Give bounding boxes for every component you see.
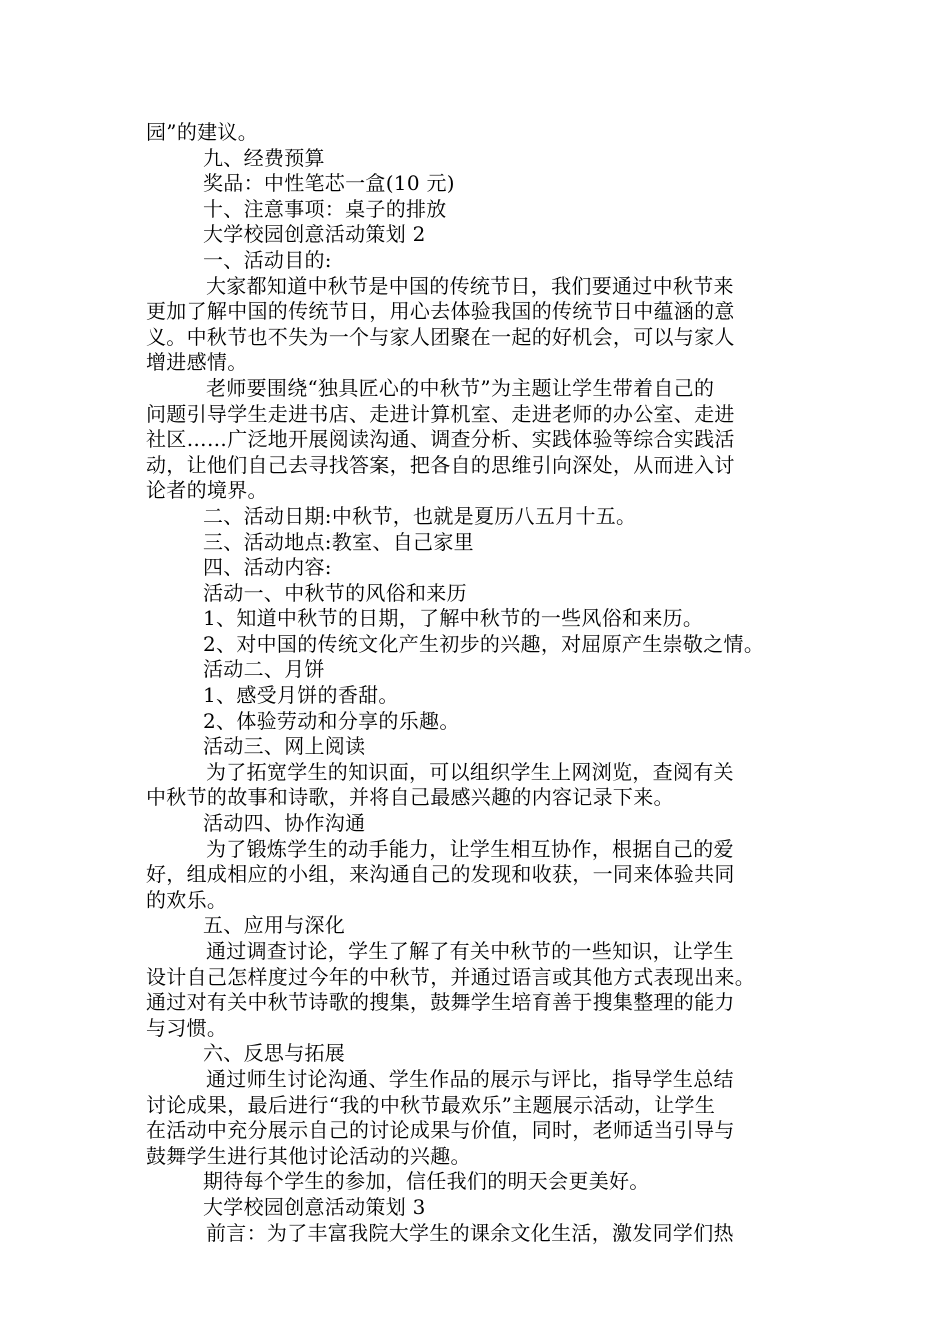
document-body [146,120,806,1246]
text-line: 三、活动地点:教室、自己家里 [203,529,474,554]
text-line: 大学校园创意活动策划 3 [203,1194,426,1219]
text-line: 在活动中充分展示自己的讨论成果与价值，同时，老师适当引导与 [146,1118,735,1143]
text-line: 的欢乐。 [146,887,228,912]
text-line: 四、活动内容: [203,555,332,580]
text-line: 活动二、月饼 [203,657,325,682]
text-line: 十、注意事项：桌子的排放 [203,196,447,221]
text-line: 大学校园创意活动策划 2 [203,222,426,247]
text-line: 中秋节的故事和诗歌，并将自己最感兴趣的内容记录下来。 [146,785,674,810]
text-line: 活动四、协作沟通 [203,811,366,836]
text-line: 增进感情。 [146,350,248,375]
text-line: 六、反思与拓展 [203,1041,346,1066]
text-line: 九、经费预算 [203,145,325,170]
text-line: 好，组成相应的小组，来沟通自己的发现和收获，一同来体验共同 [146,862,735,887]
text-line: 奖品：中性笔芯一盒(10 元) [203,171,455,196]
text-line: 2、体验劳动和分享的乐趣。 [203,708,460,733]
text-line: 大家都知道中秋节是中国的传统节日，我们要通过中秋节来 [206,273,734,298]
text-line: 通过师生讨论沟通、学生作品的展示与评比，指导学生总结 [206,1066,734,1091]
text-line: 论者的境界。 [146,478,268,503]
text-line: 园”的建议。 [146,120,259,144]
text-line: 活动一、中秋节的风俗和来历 [203,580,467,605]
text-line: 社区……广泛地开展阅读沟通、调查分析、实践体验等综合实践活 [146,427,735,452]
text-line: 讨论成果，最后进行“我的中秋节最欢乐”主题展示活动，让学生 [146,1092,716,1117]
text-line: 2、对中国的传统文化产生初步的兴趣，对屈原产生崇敬之情。 [203,631,765,656]
text-line: 动，让他们自己去寻找答案，把各自的思维引向深处，从而进入讨 [146,452,735,477]
text-line: 通过调查讨论，学生了解了有关中秋节的一些知识，让学生 [206,939,734,963]
text-line: 设计自己怎样度过今年的中秋节，并通过语言或其他方式表现出来。 [146,964,755,989]
text-line: 通过对有关中秋节诗歌的搜集，鼓舞学生培育善于搜集整理的能力 [146,990,735,1015]
text-line: 一、活动目的: [203,247,332,272]
text-line: 五、应用与深化 [203,913,346,938]
text-line: 期待每个学生的参加，信任我们的明天会更美好。 [203,1169,650,1194]
text-line: 义。中秋节也不失为一个与家人团聚在一起的好机会，可以与家人 [146,324,735,349]
text-line: 1、感受月饼的香甜。 [203,683,399,708]
text-line: 问题引导学生走进书店、走进计算机室、走进老师的办公室、走进 [146,401,735,426]
text-line: 与习惯。 [146,1015,228,1040]
text-line: 二、活动日期:中秋节，也就是夏历八五月十五。 [203,503,637,528]
text-line: 1、知道中秋节的日期，了解中秋节的一些风俗和来历。 [203,606,704,631]
text-line: 鼓舞学生进行其他讨论活动的兴趣。 [146,1143,471,1168]
text-line: 为了拓宽学生的知识面，可以组织学生上网浏览，查阅有关 [206,759,734,784]
text-line: 前言：为了丰富我院大学生的课余文化生活，激发同学们热 [206,1220,734,1245]
text-line: 为了锻炼学生的动手能力，让学生相互协作，根据自己的爱 [206,836,734,861]
text-line: 更加了解中国的传统节日，用心去体验我国的传统节日中蕴涵的意 [146,299,735,324]
text-line: 活动三、网上阅读 [203,734,366,759]
text-line: 老师要围绕“独具匠心的中秋节”为主题让学生带着自己的 [206,375,715,400]
